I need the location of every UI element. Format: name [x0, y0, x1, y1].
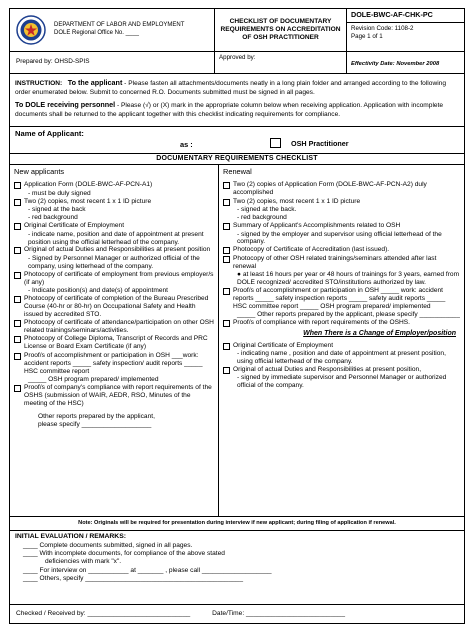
item-text: Two (2) copies, most recent 1 x 1 ID picture [24, 197, 152, 205]
list-item [14, 271, 214, 287]
department-name: DEPARTMENT OF LABOR AND EMPLOYMENT [54, 22, 185, 29]
checkbox[interactable] [223, 182, 230, 189]
item-subtext: _____ Other reports prepared by the applicant, please specify ___________ [237, 311, 460, 319]
checkbox[interactable] [14, 247, 21, 254]
revision-code: Revision Code: 1108-2 [351, 24, 414, 32]
renewal-column [219, 165, 464, 516]
date-time-field[interactable]: Date/Time: ___________________________ [212, 610, 346, 618]
change-of-employer-heading: When There is a Change of Employer/position [303, 330, 456, 338]
item-text: Two (2) copies, most recent 1 x 1 ID picture [233, 197, 361, 205]
list-item [14, 295, 214, 319]
applicant-instruction [15, 78, 459, 97]
checkbox[interactable] [14, 272, 21, 279]
list-item [223, 366, 460, 374]
form-header [9, 8, 465, 52]
item-subtext: _____ OSH program prepared/ implemented [28, 376, 159, 383]
initial-evaluation [9, 531, 465, 605]
checked-by-field[interactable]: Checked / Received by: ____________________________ [16, 610, 191, 618]
regional-office: DOLE Regional Office No. ____ [54, 30, 139, 36]
item-text: Original Certificate of Employment [233, 341, 334, 349]
list-item [14, 246, 214, 254]
item-subtext: - signed by immediate supervisor and Personnel Manager or authorized official of the company. [237, 374, 447, 390]
new-applicants-column [10, 165, 219, 516]
list-item [14, 319, 214, 335]
agency-block [10, 9, 215, 51]
checkbox[interactable] [14, 385, 21, 392]
checkbox[interactable] [14, 296, 21, 303]
prepared-by: Prepared by: OHSD-SPIS [10, 52, 215, 73]
checkbox[interactable] [14, 182, 21, 189]
dole-instruction [15, 100, 459, 119]
item-subtext: - red background [237, 214, 287, 222]
checked-received-row [9, 605, 465, 624]
remark-incomplete[interactable]: ____ With incomplete documents, for compliance of the above stated [23, 550, 225, 558]
item-text: Application Form (DOLE-BWC-AF-PCN-A1) [24, 181, 153, 189]
list-item [223, 255, 460, 271]
item-text: Photocopy of Certificate of Accreditation (last issued). [233, 246, 390, 254]
requirements-columns [9, 165, 465, 517]
item-subtext: - signed at the back. [237, 206, 297, 214]
list-item [223, 198, 460, 206]
list-item [14, 352, 214, 376]
item-text: Photocopy of College Diploma, Transcript of Records and PRC License or Board Exam Certificate (if any) [24, 335, 208, 351]
dole-heading: To DOLE receiving personnel [15, 100, 116, 110]
item-text: Summary of Applicant's Accomplishments related to OSH [233, 222, 401, 229]
item-text: Original Certificate of Employment [24, 222, 125, 230]
list-item [14, 222, 214, 230]
item-subtext: - Indicate position(s) and date(s) of appointment [28, 287, 169, 295]
checkbox[interactable] [14, 223, 21, 230]
dole-instruction-text: - Please (√) or (X) mark in the appropriate column below when receiving application. Application with incomplete documents shall be returned to the applicant together with this checklist indicating requirements for compliance. [15, 102, 444, 119]
list-item [223, 181, 460, 197]
checkbox[interactable] [223, 288, 230, 295]
instructions [9, 74, 465, 127]
checkbox[interactable] [223, 247, 230, 254]
list-item [14, 198, 214, 206]
instruction-label: INSTRUCTION: [15, 80, 63, 87]
item-subtext: - signed at the back [28, 206, 86, 214]
item-text: Two (2) copies of Application Form (DOLE-BWC-AF-PCN-A2) duly accomplished [233, 181, 427, 197]
list-item [14, 335, 214, 351]
list-item [14, 384, 214, 408]
page-number: Page 1 of 1 [351, 33, 383, 41]
osh-practitioner-label: OSH Practitioner [291, 138, 349, 148]
item-subtext: Other reports prepared by the applicant, [38, 413, 155, 421]
checkbox[interactable] [223, 343, 230, 350]
remark-deficiencies: deficiencies with mark "x". [45, 558, 122, 566]
prepared-row [9, 52, 465, 74]
checkbox[interactable] [223, 320, 230, 327]
list-item [14, 181, 214, 189]
form-code: DOLE-BWC-AF-CHK-PC [347, 9, 464, 23]
revision-block [347, 23, 464, 44]
item-subtext: - signed by the employer and supervisor using official letterhead of the company. [237, 230, 442, 246]
checkbox[interactable] [223, 367, 230, 374]
item-subtext: ● at least 16 hours per year or 48 hours of trainings for 3 years, earned from DOLE recognized/ accredited STO/institutions authorized by law. [237, 271, 460, 287]
effectivity-date: Effectivity Date: November 2008 [351, 61, 440, 67]
checkbox[interactable] [14, 353, 21, 360]
item-text: Original of actual Duties and Responsibilities at present position, [233, 365, 422, 373]
remark-others[interactable]: ____ Others, specify ___________________________________________ [23, 574, 243, 582]
form-title: CHECKLIST OF DOCUMENTARY REQUIREMENTS ON ACCREDITATION OF OSH PRACTITIONER [215, 9, 347, 51]
item-text: Proof/s of compliance with report requirements of the OSHS. [233, 319, 411, 327]
as-label: as : [180, 139, 193, 149]
approved-by: Approved by: [215, 52, 347, 73]
list-item [223, 222, 460, 230]
item-text: Proof/s of accomplishment or participation in OSH _____ work: accident reports _____ safety inspection reports _____ safety audit reports _____ HSC committee report _____ OSH program prepared/ implemented [233, 286, 446, 310]
item-text: Photocopy of certificate of attendance/participation on other OSH related trainings/seminars/activities. [24, 319, 214, 335]
item-text: Photocopy of certificate of employment from previous employer/s (if any) [24, 270, 214, 286]
item-subtext: - Signed by Personnel Manager or authorized official of the company, using letterhead of the company. [28, 254, 200, 270]
item-text: Proof/s of accomplishment or participation in OSH ___work: accident reports _____ safety inspection/ audit reports _____ HSC committee report [24, 351, 203, 375]
item-subtext: - indicating name , position and date of appointment at present position, using official letterhead of the company. [237, 350, 446, 365]
item-subtext: - indicate name, position and date of appointment at present position using the official letterhead of the company. [28, 230, 204, 246]
item-subtext: please specify ___________________ [38, 421, 152, 429]
initial-evaluation-heading: INITIAL EVALUATION / REMARKS: [15, 533, 127, 541]
originals-note: Note: Originals will be required for presentation during interview if new applicant; during filing of application if renewal. [9, 517, 465, 531]
list-item [223, 287, 460, 311]
checkbox[interactable] [14, 336, 21, 343]
item-subtext: - red background [28, 214, 78, 222]
applicant-row [9, 127, 465, 154]
remark-interview[interactable]: ____ For interview on ___________ at _______ , please call ___________________ [23, 566, 272, 574]
list-item [223, 342, 460, 350]
list-item [223, 246, 460, 254]
dole-seal-icon [16, 15, 46, 45]
checkbox[interactable] [14, 199, 21, 206]
item-text: Proof/s of company's compliance with report requirements of the OSHS (submission of WAIR, AEDR, RSO, Minutes of the meeting of the HSC) [24, 383, 212, 407]
applicant-name-label: Name of Applicant: [15, 128, 84, 138]
checkbox[interactable] [14, 320, 21, 327]
remark-complete[interactable]: ____ Complete documents submitted, signed in all pages. [23, 541, 193, 549]
item-subtext: - must be duly signed [28, 189, 91, 197]
item-text: Photocopy of other OSH related trainings/seminars attended after last renewal [233, 254, 437, 270]
checkbox[interactable] [223, 223, 230, 230]
applicant-heading: To the applicant [67, 78, 123, 87]
item-text: Photocopy of certificate of completion of the Bureau Prescribed Course (40-hr or 80-hr) on Occupational Safety and Health issued by accredited STO. [24, 294, 209, 318]
item-text: Original of actual Duties and Responsibilities at present position [24, 246, 211, 254]
new-applicants-heading: New applicants [14, 167, 65, 177]
checkbox[interactable] [223, 256, 230, 263]
osh-practitioner-checkbox[interactable] [270, 138, 281, 148]
checkbox[interactable] [223, 199, 230, 206]
agency-name [54, 22, 184, 38]
list-item [223, 319, 460, 327]
requirements-title: DOCUMENTARY REQUIREMENTS CHECKLIST [9, 154, 465, 166]
renewal-heading: Renewal [223, 167, 252, 177]
form-code-block [347, 9, 464, 51]
applicant-instruction-text: - Please fasten all attachments/documents neatly in a long plain folder and arranged according to the following order enumerated below. Submit to concerned R.O. Documents submitted must be signed in all pages. [15, 80, 447, 96]
